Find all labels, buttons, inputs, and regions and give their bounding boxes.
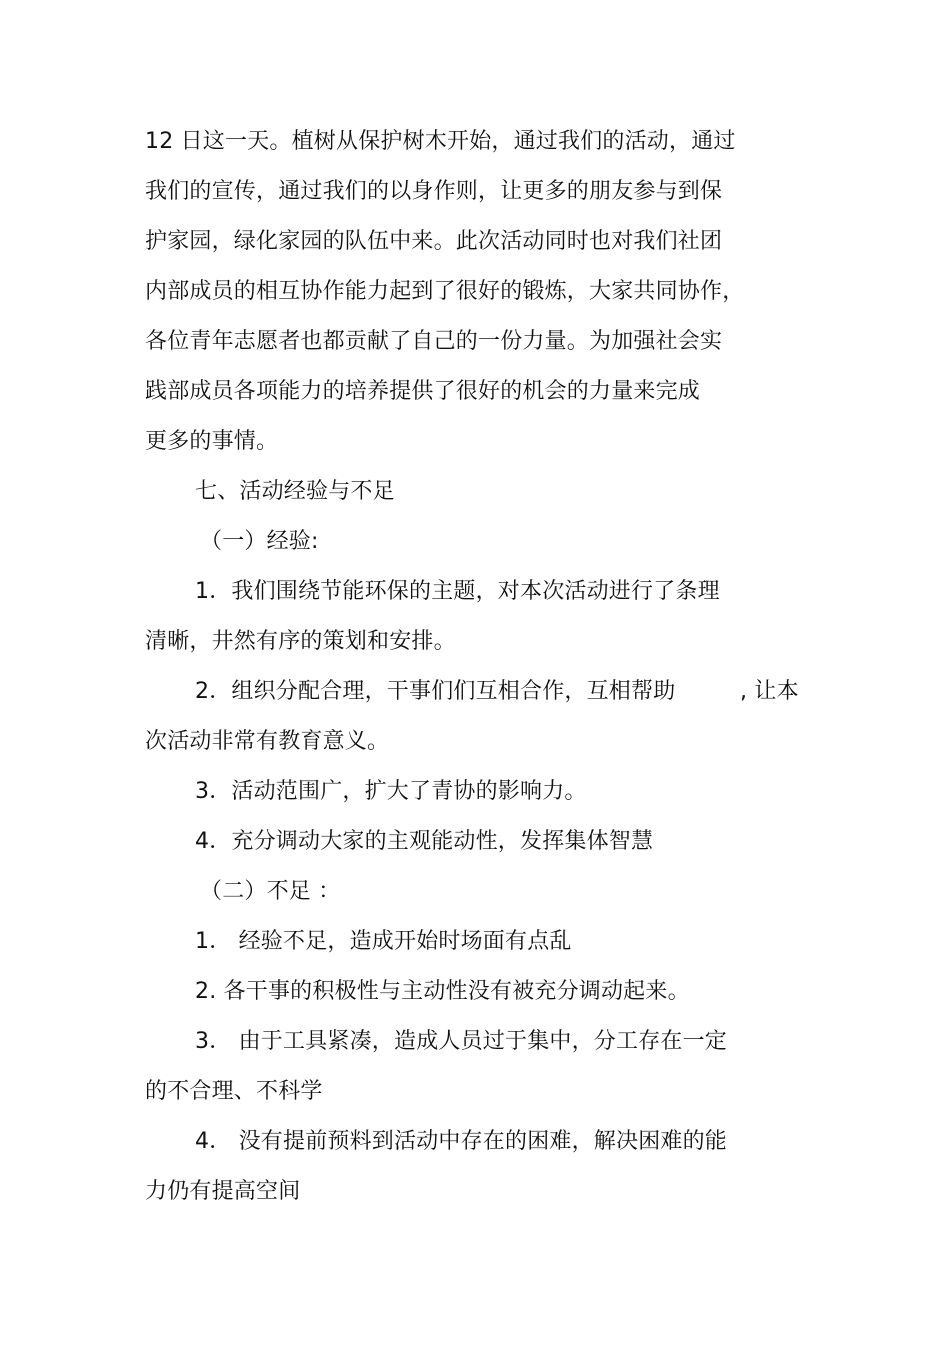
paragraph-line: 践部成员各项能力的培养提供了很好的机会的力量来完成 bbox=[145, 379, 701, 404]
paragraph-line: 各位青年志愿者也都贡献了自己的一份力量。为加强社会实 bbox=[145, 329, 723, 354]
list-item-fragment: , 让本 bbox=[740, 679, 799, 704]
paragraph-line: 12 日这一天。植树从保护树木开始，通过我们的活动，通过 bbox=[145, 129, 736, 154]
list-item: 4．充分调动大家的主观能动性，发挥集体智慧 bbox=[195, 829, 654, 854]
paragraph-line: 更多的事情。 bbox=[145, 429, 279, 454]
paragraph-line: 护家园，绿化家园的队伍中来。此次活动同时也对我们社团 bbox=[145, 229, 723, 254]
list-item: 3．活动范围广，扩大了青协的影响力。 bbox=[195, 779, 587, 804]
subsection-heading: （一）经验: bbox=[200, 529, 319, 554]
paragraph-line: 内部成员的相互协作能力起到了很好的锻炼，大家共同协作， bbox=[145, 279, 745, 304]
list-item: 1． 经验不足，造成开始时场面有点乱 bbox=[195, 929, 572, 954]
list-item: 4． 没有提前预料到活动中存在的困难，解决困难的能 bbox=[195, 1129, 727, 1154]
list-item: 2. 各干事的积极性与主动性没有被充分调动起来。 bbox=[195, 979, 690, 1004]
paragraph-line: 我们的宣传，通过我们的以身作则，让更多的朋友参与到保 bbox=[145, 179, 723, 204]
list-item-continuation: 次活动非常有教育意义。 bbox=[145, 729, 390, 754]
list-item-continuation: 的不合理、不科学 bbox=[145, 1079, 323, 1104]
subsection-heading: （二）不足 ： bbox=[200, 879, 341, 904]
list-item: 2．组织分配合理，干事们们互相合作，互相帮助 bbox=[195, 679, 676, 704]
list-item-continuation: 清晰，井然有序的策划和安排。 bbox=[145, 629, 456, 654]
list-item: 3． 由于工具紧凑，造成人员过于集中，分工存在一定 bbox=[195, 1029, 727, 1054]
list-item: 1．我们围绕节能环保的主题，对本次活动进行了条理 bbox=[195, 579, 720, 604]
section-heading: 七、活动经验与不足 bbox=[195, 479, 395, 504]
list-item-continuation: 力仍有提高空间 bbox=[145, 1179, 301, 1204]
